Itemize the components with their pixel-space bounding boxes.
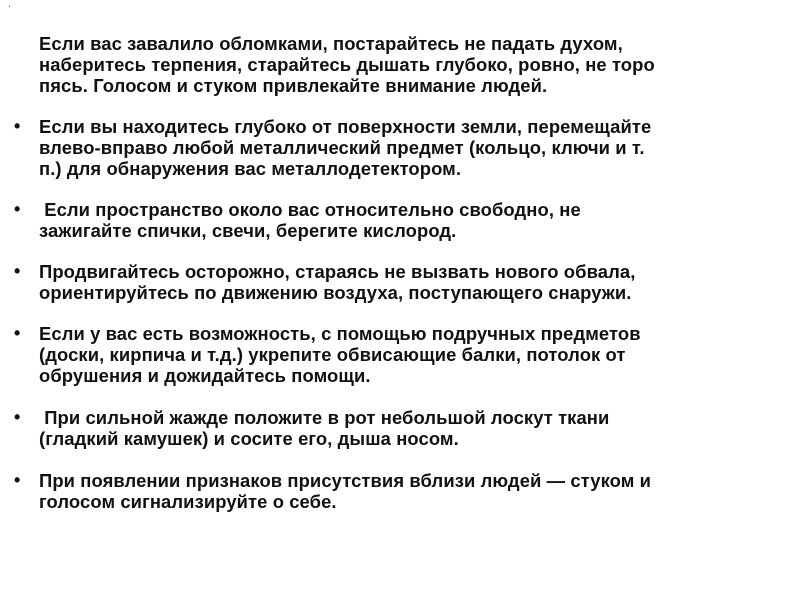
instruction-line: зажигайте спички, свечи, берегите кислород.: [39, 220, 457, 241]
instruction-item: [14, 470, 784, 512]
bullet-icon: •: [14, 199, 21, 219]
instruction-line: Если у вас есть возможность, с помощью подручных предметов: [39, 323, 641, 344]
bullet-icon: •: [14, 116, 21, 136]
instruction-line: Если пространство около вас относительно свободно, не: [39, 199, 581, 220]
instruction-item: [14, 199, 784, 241]
instruction-line: (доски, кирпича и т.д.) укрепите обвисающие балки, потолок от: [39, 344, 626, 365]
instruction-line: влево-вправо любой металлический предмет (кольцо, ключи и т.: [39, 137, 645, 158]
instruction-item: [14, 407, 784, 449]
bullet-icon: •: [14, 407, 21, 427]
instructions-document: [14, 33, 784, 512]
instruction-line: При сильной жажде положите в рот небольшой лоскут ткани: [39, 407, 610, 428]
instruction-line: Если вы находитесь глубоко от поверхности земли, перемещайте: [39, 116, 652, 137]
bullet-icon: •: [14, 261, 21, 281]
instruction-line: п.) для обнаружения вас металлодетектором.: [39, 158, 462, 179]
instruction-item: [14, 33, 784, 96]
stray-dot-mark: ·: [8, 1, 12, 12]
instruction-line: наберитесь терпения, старайтесь дышать глубоко, ровно, не торо: [39, 54, 655, 75]
instruction-line: Продвигайтесь осторожно, стараясь не вызвать нового обвала,: [39, 261, 636, 282]
instruction-line: Если вас завалило обломками, постарайтесь не падать духом,: [39, 33, 623, 54]
instruction-line: (гладкий камушек) и сосите его, дыша носом.: [39, 428, 459, 449]
bullet-icon: •: [14, 470, 21, 490]
instruction-item: [14, 323, 784, 386]
instruction-line: При появлении признаков присутствия вблизи людей — стуком и: [39, 470, 652, 491]
instruction-item: [14, 116, 784, 179]
instruction-line: ориентируйтесь по движению воздуха, поступающего снаружи.: [39, 282, 632, 303]
instruction-line: обрушения и дожидайтесь помощи.: [39, 365, 371, 386]
bullet-icon: •: [14, 323, 21, 343]
instruction-item: [14, 261, 784, 303]
instruction-line: пясь. Голосом и стуком привлекайте внимание людей.: [39, 75, 548, 96]
instruction-line: голосом сигнализируйте о себе.: [39, 491, 337, 512]
